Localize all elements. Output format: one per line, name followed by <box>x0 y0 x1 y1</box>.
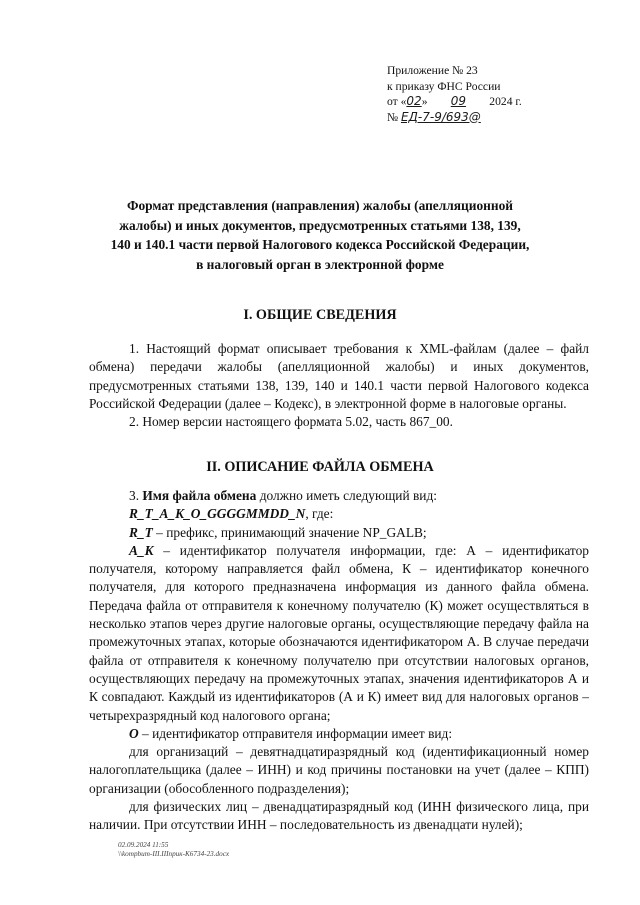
section-1-body <box>89 340 589 431</box>
document-footer <box>118 841 229 859</box>
order-number: ЕД-7-9/693@ <box>400 109 481 124</box>
date-prefix: от « <box>387 95 407 108</box>
file-name-suffix: , где: <box>305 506 334 522</box>
appendix-date-line <box>387 94 522 110</box>
date-year: 2024 г. <box>489 95 522 108</box>
sender-definition <box>89 725 589 743</box>
document-title: Формат представления (направления) жалобы (апелляционной жалобы) и иных документов, предусмотренных статьями 138, 139, 140 и 140.1 части первой Налогового кодекса Российской Федерации, в налоговый орган в электронной форме <box>110 198 530 272</box>
appendix-number-line <box>387 110 522 126</box>
appendix-order-line: к приказу ФНС России <box>387 79 501 93</box>
section-2-body <box>89 487 589 835</box>
date-month: 09 <box>450 94 467 108</box>
appendix-block <box>387 63 522 125</box>
receiver-definition <box>89 542 589 725</box>
date-sep: » <box>421 95 428 108</box>
file-name-code: R_T_A_K_O_GGGGMMDD_N <box>129 506 306 522</box>
prefix-text: – префикс, принимающий значение NP_GALB; <box>152 524 427 540</box>
individual-code-paragraph: для физических лиц – двенадцатиразрядный код (ИНН физического лица, при наличии. При отсутствии ИНН – последовательность из двенадцати нулей); <box>89 799 589 833</box>
file-name-pattern <box>89 505 589 523</box>
section-1-heading: I. ОБЩИЕ СВЕДЕНИЯ <box>243 307 397 323</box>
p3-text: должно иметь следующий вид: <box>256 488 437 503</box>
footer-timestamp: 02.09.2024 11:55 <box>118 841 169 849</box>
paragraph-1: 1. Настоящий формат описывает требования к XML-файлам (далее – файл обмена) передачи жалобы (апелляционной жалобы) и иных документов, предусмотренных статьями 138, 139, 140 и 140.1 части первой Налогового кодекса Российской Федерации (далее – Кодекс), в электронной форме в налоговые органы. <box>89 341 589 411</box>
paragraph-3 <box>89 487 589 505</box>
prefix-definition <box>89 524 589 542</box>
receiver-code: A_K <box>129 542 154 558</box>
receiver-text: – идентификатор получателя информации, где: А – идентификатор получателя, которому направляется файл обмена, К – идентификатор конечного получателя, для которого предназначена информация из данного файла обмена. Передача файла от отправителя к конечному получателю (К) может осуществляться в несколько этапов через другие налоговые органы, осуществляющие передачу файла на промежуточных этапах, которые обозначаются идентификатором А. В случае передачи файла от отправителя к конечному получателю при отсутствии налоговых органов, осуществляющих передачу на промежуточных этапах, значения идентификаторов А и К совпадают. Каждый из идентификаторов (А и К) имеет вид для налоговых органов – четырехразрядный код налогового органа; <box>89 542 589 723</box>
date-day: 02 <box>406 94 422 108</box>
sender-text: – идентификатор отправителя информации имеет вид: <box>138 725 453 741</box>
number-prefix: № <box>387 110 399 124</box>
section-2-heading: II. ОПИСАНИЕ ФАЙЛА ОБМЕНА <box>206 459 434 475</box>
footer-filepath: \\kompbum-III.IIIприк-К6734-23.docx <box>118 850 230 858</box>
p3-term: Имя файла обмена <box>142 488 257 503</box>
prefix-code: R_T <box>129 524 153 540</box>
p3-number: 3. <box>129 488 143 503</box>
sender-code: O <box>129 725 139 741</box>
paragraph-2: 2. Номер версии настоящего формата 5.02, часть 867_00. <box>129 414 453 430</box>
appendix-line: Приложение № 23 <box>387 64 478 77</box>
organization-code-paragraph: для организаций – девятнадцатиразрядный код (идентификационный номер налогоплательщика (далее – ИНН) и код причины постановки на учет (далее – КПП) организации (обособленного подразделения); <box>89 744 589 796</box>
